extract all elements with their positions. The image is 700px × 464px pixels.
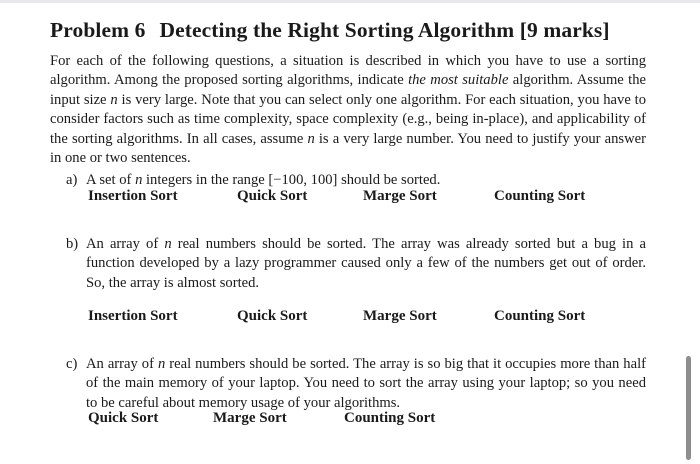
- question-var: n: [157, 356, 166, 373]
- intro-var-n: n: [110, 91, 118, 108]
- option-marge-sort: Marge Sort: [363, 188, 437, 204]
- option-counting-sort: Counting Sort: [494, 188, 586, 204]
- option-marge-sort: Marge Sort: [363, 308, 437, 324]
- question-text: [86, 235, 646, 293]
- question-text-after: integers in the range [−100, 100] should be sorted.: [142, 172, 441, 189]
- question-label: b): [66, 236, 79, 252]
- option-insertion-sort: Insertion Sort: [88, 308, 178, 324]
- question-text-after: real numbers should be sorted. The array is so big that it occupies more than half of the main memory of your laptop. You need to sort the array using your laptop; so you need to be careful about memory usage of your algorithms.: [86, 356, 646, 411]
- option-quick-sort: Quick Sort: [237, 188, 308, 204]
- option-quick-sort: Quick Sort: [88, 410, 159, 426]
- question-c: [66, 355, 646, 413]
- question-label: a): [66, 172, 78, 188]
- option-quick-sort: Quick Sort: [237, 308, 308, 324]
- intro-text-1: For each of the following questions, a situation is described in which you have to use a sorting algorithm. Among the proposed sorting algorithms, indicate: [50, 53, 646, 89]
- question-b: [66, 235, 646, 293]
- problem-intro: [50, 52, 646, 168]
- intro-emphasis: the most suitable: [408, 72, 509, 89]
- question-text-before: A set of: [86, 172, 136, 189]
- problem-heading: Detecting the Right Sorting Algorithm [9 marks]: [159, 18, 610, 42]
- question-text: [86, 355, 646, 413]
- problem-number: Problem 6: [50, 18, 146, 42]
- problem-title: [50, 18, 610, 43]
- question-text-after: real numbers should be sorted. The array was already sorted but a bug in a function developed by a lazy programmer caused only a few of the numbers get out of order. So, the array is almost sorted.: [86, 236, 646, 291]
- option-marge-sort: Marge Sort: [213, 410, 287, 426]
- intro-text-4: is a very large number. You need to justify your answer in one or two sentences.: [50, 130, 646, 167]
- option-counting-sort: Counting Sort: [494, 308, 586, 324]
- question-text-before: An array of: [86, 236, 165, 253]
- question-var: n: [164, 236, 172, 253]
- option-insertion-sort: Insertion Sort: [88, 188, 178, 204]
- option-counting-sort: Counting Sort: [344, 410, 436, 426]
- question-label: c): [66, 356, 78, 372]
- question-text-before: An array of: [86, 356, 158, 373]
- intro-text-3: is very large. Note that you can select only one algorithm. For each situation, you have to consider factors such as time complexity, space complexity (e.g., being in-place), and applicability of the sorting algorithms. In all cases, assume: [50, 91, 646, 147]
- question-var: n: [135, 172, 143, 189]
- intro-text-2: algorithm. Assume the input size: [50, 72, 646, 108]
- intro-var-n-2: n: [307, 130, 315, 147]
